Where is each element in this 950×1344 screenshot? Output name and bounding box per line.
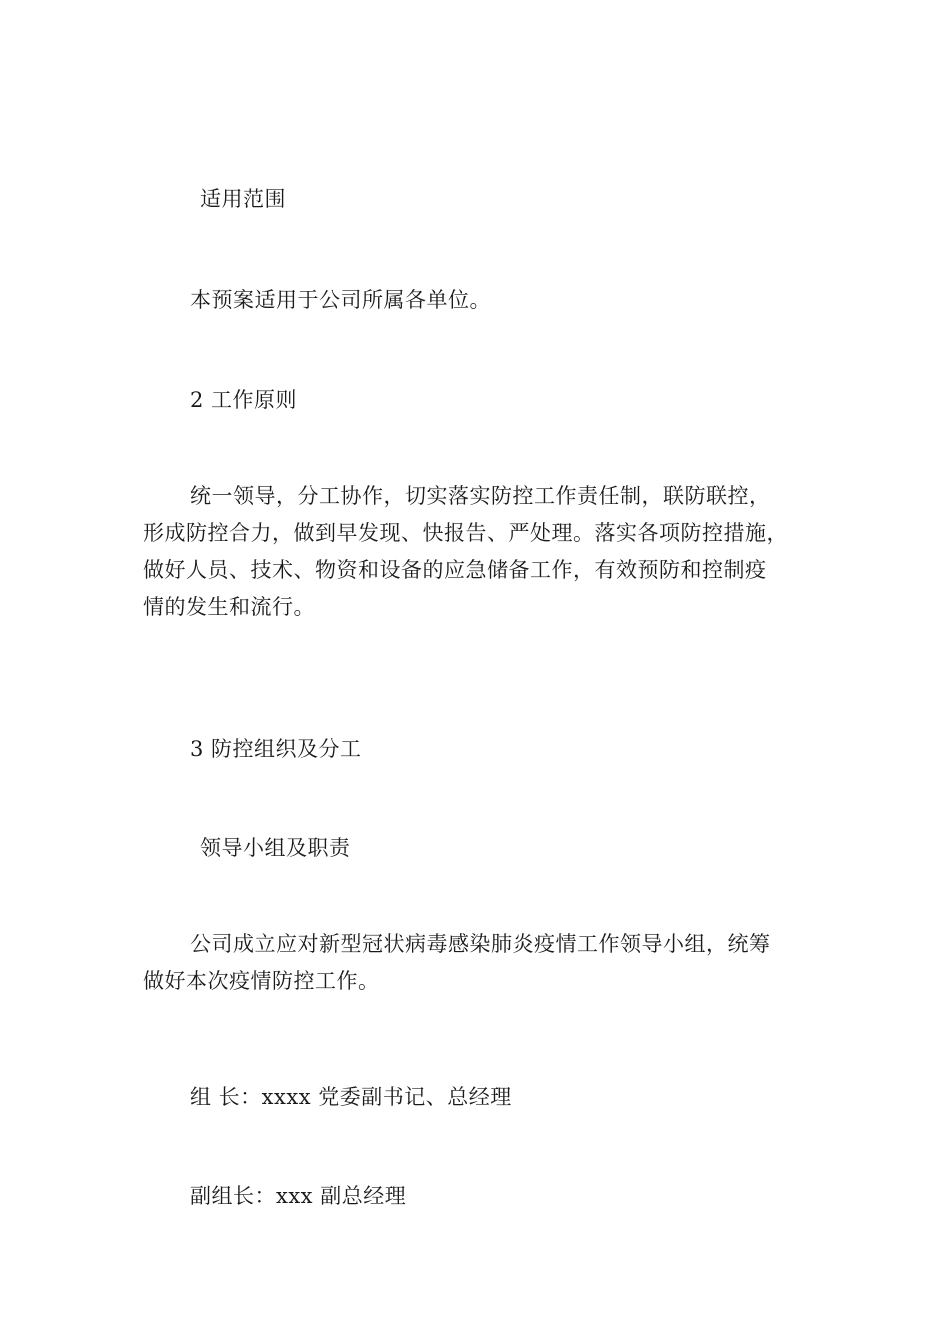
principle-paragraph — [143, 478, 823, 626]
principle-line-3: 做好人员、技术、物资和设备的应急储备工作，有效预防和控制疫 — [143, 558, 767, 582]
scope-text: 本预案适用于公司所属各单位。 — [190, 288, 491, 312]
principle-line-4: 情的发生和流行。 — [143, 595, 315, 619]
org-heading: 3 防控组织及分工 — [190, 737, 362, 761]
principle-heading: 2 工作原则 — [190, 388, 298, 412]
deputy-leader-line: 副组长：xxx 副总经理 — [190, 1184, 407, 1208]
leader-group-line-1: 公司成立应对新型冠状病毒感染肺炎疫情工作领导小组，统筹 — [190, 932, 771, 956]
scope-heading: 适用范围 — [200, 187, 286, 211]
principle-line-1: 统一领导，分工协作，切实落实防控工作责任制，联防联控， — [190, 484, 771, 508]
principle-line-2: 形成防控合力，做到早发现、快报告、严处理。落实各项防控措施， — [143, 521, 788, 545]
leader-group-line-2: 做好本次疫情防控工作。 — [143, 969, 380, 993]
leader-group-paragraph — [143, 926, 823, 1000]
leader-line: 组 长：xxxx 党委副书记、总经理 — [190, 1085, 512, 1109]
leader-group-heading: 领导小组及职责 — [200, 836, 351, 860]
